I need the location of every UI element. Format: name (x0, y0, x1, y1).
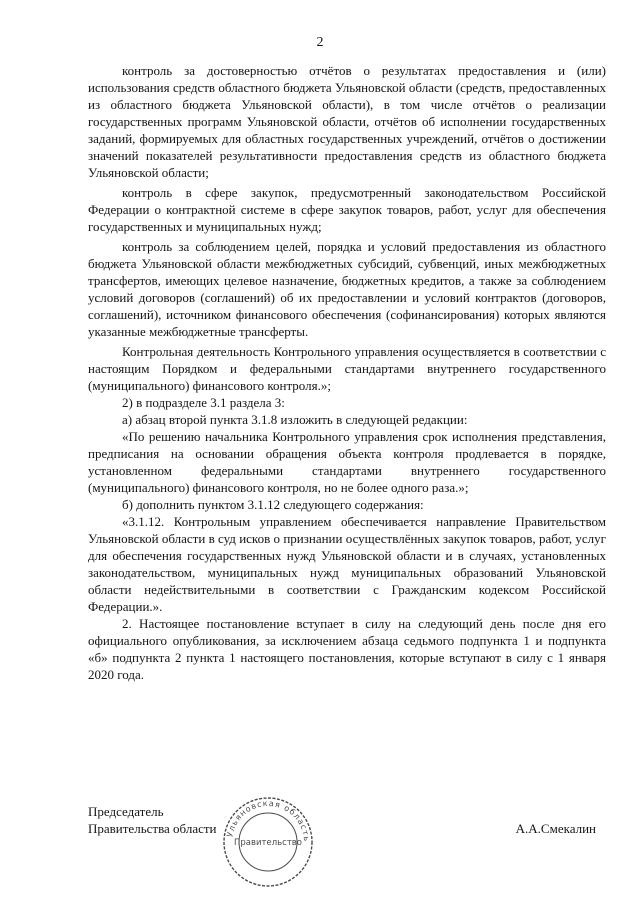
paragraph-item-b: б) дополнить пунктом 3.1.12 следующего содержания: (122, 497, 424, 512)
paragraph-control-activity: Контрольная деятельность Контрольного управления осуществляется в соответствии с настоящим Порядком и федеральными стандартами внутреннего государственного (муниципального) финансового контроля.»; (88, 344, 606, 393)
paragraph-item-a: а) абзац второй пункта 3.1.8 изложить в следующей редакции: (122, 412, 468, 427)
signatory-title-line1: Председатель (88, 804, 164, 819)
page-number: 2 (316, 35, 324, 50)
signature-block (88, 803, 608, 863)
seal-center-text: Правительство (234, 838, 302, 848)
document-body (88, 62, 606, 683)
signatory-name: А.А.Смекалин (515, 821, 596, 836)
paragraph-effective-date: 2. Настоящее постановление вступает в силу на следующий день после дня его официального опубликования, за исключением абзаца седьмого подпункта 1 и подпункта «б» подпункта 2 пункта 1 настоящего постановления, которые вступают в силу с 1 января 2020 года. (88, 616, 606, 682)
seal-ring-text: Ульяновская область (225, 798, 312, 843)
signatory-title-line2: Правительства области (88, 821, 217, 836)
paragraph-transfers-control: контроль за соблюдением целей, порядка и условий предоставления из областного бюджета Ульяновской области межбюджетных субсидий, субвенций, иных межбюджетных трансфертов, имеющих целевое назначение, бюджетных кредитов, а также за соблюдением условий договоров (соглашений) об их предоставлении и условий контрактов (договоров, соглашений), источником финансового обеспечения (софинансирования) которых являются указанные межбюджетные трансферты. (88, 239, 606, 339)
paragraph-quote-3-1-8: «По решению начальника Контрольного управления срок исполнения представления, предписания на основании обращения объекта контроля продлевается в порядке, установленном федеральными стандартами внутреннего государственного (муниципального) финансового контроля, но не более одного раза.»; (88, 429, 606, 495)
paragraph-quote-3-1-12: «3.1.12. Контрольным управлением обеспечивается направление Правительством Ульяновской области в суд исков о признании осуществлённых закупок товаров, работ, услуг для обеспечения государственных нужд Ульяновской области и в случаях, установленных законодательством, муниципальных нужд муниципальных образований Ульяновской области недействительными в соответствии с Гражданским кодексом Российской Федерации.». (88, 514, 606, 614)
svg-text:Ульяновская область (225, 799, 311, 842)
paragraph-subsection-3-1: 2) в подразделе 3.1 раздела 3: (122, 395, 285, 410)
paragraph-reporting-control: контроль за достоверностью отчётов о результатах предоставления и (или) использования средств областного бюджета Ульяновской области (средств, предоставленных из областного бюджета Ульяновской области), в том числе отчётов о реализации государственных программ Ульяновской области, отчётов об исполнении государственных заданий, формируемых для областных государственных учреждений, отчётов о достижении значений показателей результативности предоставления средств из областного бюджета Ульяновской области; (88, 63, 606, 180)
official-seal-stamp (222, 796, 314, 888)
paragraph-procurement-control: контроль в сфере закупок, предусмотренный законодательством Российской Федерации о контрактной системе в сфере закупок товаров, работ, услуг для обеспечения государственных и муниципальных нужд; (88, 185, 606, 234)
